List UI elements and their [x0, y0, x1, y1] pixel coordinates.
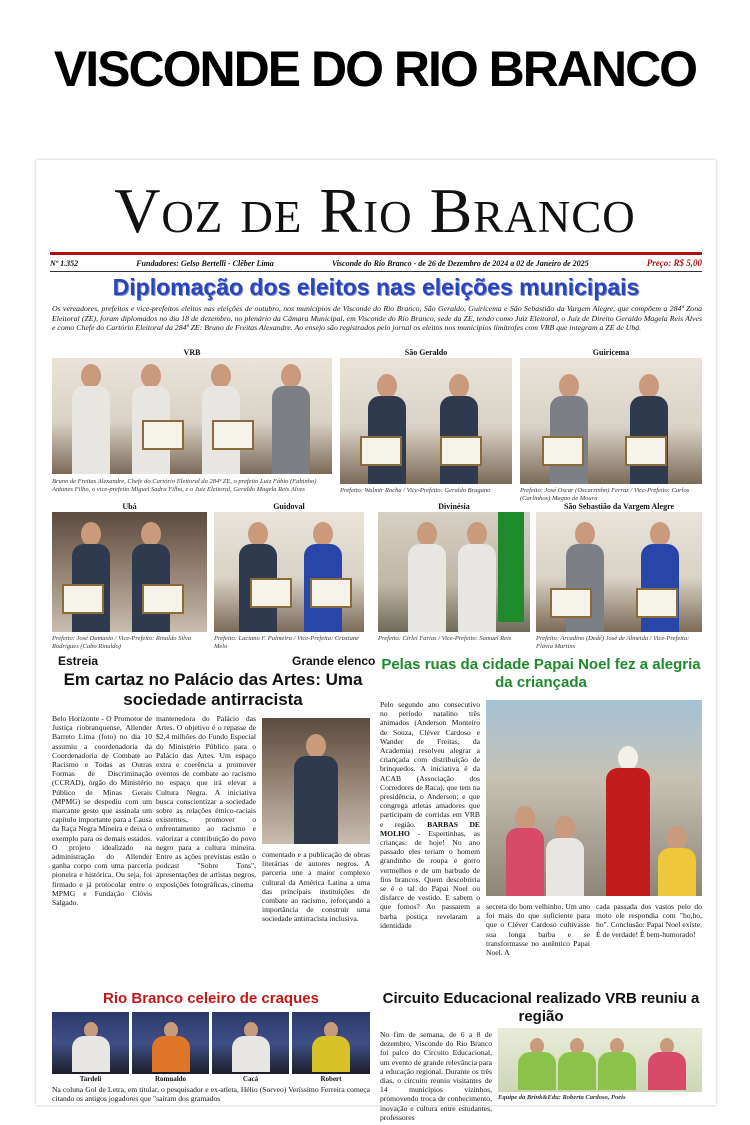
diploma-certificate: [62, 584, 104, 614]
caption-guidoval: Prefeito: Luciano F. Palmeira / Vice-Prefeita: Cristiane Melo: [214, 635, 359, 650]
masthead-rule: [50, 252, 702, 255]
papai-noel-text-1: Pelo segundo ano consecutivo no período natalino três animados (Anderson Monteiro de Souza, Cléver Cardoso e Wander de Freitas, da Academia) resolveu alegrar a criançada com distribuição de brinquedos. A iniciativa é da ACAB (Associação dos Corredores de Raca), que tem na presidência, o Anderson; e que congrega atletas amadores que participam de corridas em VRB e região.: [380, 700, 480, 829]
person-figure: [272, 364, 310, 474]
person-figure: [304, 522, 342, 632]
person-figure: [202, 364, 240, 474]
photo-ssva: [536, 512, 702, 632]
person-figure: [440, 374, 478, 484]
palacio-column-2: mantenedora do Palácio das Artes. O objetivo é o repasse de $2,4 milhões do Fundo Especial do Ministério Público para o Palácio das Artes. Um espaço extra e coerência a promover eventos de combate ao racismo no espaço que irá elevar a Cultura Negra. A iniciativa busca conscientizar a sociedade sobre as relações étnico-raciais existentes, promover o enfrentamento ao racismo e valorizar a contribuição do povo negro para a cultura mineira. Entre as ações previstas estão o podcast "Sobre Tons", apresentações de artistas negros, exposições fotográficas, cinema: [156, 714, 256, 889]
craques-text: Na coluna Gol de Letra, em titular, o pesquisador e ex-atleta, Hélio (Sorveo) Veríssimo Ferreira começa citando os antigos jogadores que "saíram dos gramados: [52, 1085, 370, 1104]
diploma-certificate: [142, 420, 184, 450]
diploma-certificate: [360, 436, 402, 466]
dateline: Visconde do Rio Branco - de 26 de Dezembro de 2024 a 02 de Janeiro de 2025: [331, 258, 589, 268]
person-figure: [294, 734, 338, 844]
circuito-headline: Circuito Educacional realizado VRB reuniu a região: [382, 990, 700, 1025]
child-figure: [506, 806, 544, 896]
photo-tardeli: [52, 1012, 129, 1074]
kicker-estreia: Estreia: [58, 654, 99, 668]
player-figure: [232, 1022, 270, 1074]
palacio-column-3: comentado e a publicação de obras literárias de autores negros. A parceria une a maior complexo cultural da América Latina a uma das principais instituições de combate ao racismo, reforçando a importância de construir uma sociedade antirracista inclusiva.: [262, 850, 370, 924]
palacio-headline: Em cartaz no Palácio das Artes: Uma sociedade antirracista: [63, 670, 363, 709]
santa-figure: [606, 746, 650, 896]
player-name: Romualdo: [154, 1075, 187, 1083]
player-name: Robert: [320, 1075, 342, 1083]
photo-uba: [52, 512, 207, 632]
diploma-certificate: [212, 420, 254, 450]
diploma-certificate: [625, 436, 667, 466]
player-figure: [72, 1022, 110, 1074]
circuito-text: No fim de semana, de 6 a 8 de dezembro, Visconde do Rio Branco foi palco do Circuito Educacional, um evento de grande relevância para a educação regional. Durante os três dias, o circuito reuniu visitantes de 14 municípios vizinhos, promovendo troca de conhecimento, inovação e cultura entre estudantes, professores: [380, 1030, 492, 1122]
flag: [498, 512, 524, 622]
person-figure: [648, 1038, 686, 1092]
edition-number: Nº 1.352: [50, 258, 79, 268]
papai-noel-headline: Pelas ruas da cidade Papai Noel fez a alegria da criançada: [381, 656, 701, 691]
photo-vrb: [52, 358, 332, 474]
kicker-grande-elenco: Grande elenco: [292, 654, 376, 668]
label-guidoval: Guidoval: [273, 502, 305, 511]
person-figure: [72, 522, 110, 632]
person-figure: [132, 522, 170, 632]
person-figure: [132, 364, 170, 474]
papai-noel-column-1: [380, 700, 480, 984]
page-banner-title: VISCONDE DO RIO BRANCO: [53, 41, 697, 97]
diploma-certificate: [636, 588, 678, 618]
photo-robert: [292, 1012, 370, 1074]
person-figure: [458, 522, 496, 632]
photo-divinesia: [378, 512, 530, 632]
caption-vrb: Bruno de Freitas Alexandre, Chefe do Cartório Eleitoral da 284ª ZE, o prefeito Luiz Fábio (Fabinho) Antunes Filho, o vice-prefeito Miguel Sadra Filho, e o Juiz Eleitoral, Geraldo Magela Reis Alves: [52, 478, 317, 493]
diploma-certificate: [250, 578, 292, 608]
child-figure: [546, 816, 584, 896]
player-name: Cacá: [242, 1075, 259, 1083]
label-sao-geraldo: São Geraldo: [404, 348, 448, 357]
photo-caca: [212, 1012, 289, 1074]
label-vrb: VRB: [183, 348, 201, 357]
diploma-certificate: [550, 588, 592, 618]
person-figure: [558, 1038, 596, 1092]
craques-headline: Rio Branco celeiro de craques: [103, 990, 319, 1007]
caption-uba: Prefeito: José Damasio / Vice-Prefeito: Rinaldo Silva Rodrigues (Cabo Rinaldo): [52, 635, 192, 650]
photo-guiricema: [520, 358, 702, 484]
photo-romualdo: [132, 1012, 209, 1074]
papai-noel-subhead: BARBAS DE MOLHO: [380, 819, 480, 838]
person-figure: [239, 522, 277, 632]
player-name: Tardeli: [79, 1075, 102, 1083]
photo-circuito: [498, 1028, 702, 1092]
papai-noel-column-2: secreta do bom velhinho. Um ano foi mais do que suficiente para que o Cléver Cardoso cultivasse sua longa barba e se transformasse no autêntico Papai Noel. A: [486, 902, 590, 958]
person-figure: [368, 374, 406, 484]
caption-ssva: Prefeito: Arcadino (Dedé) José de Almeida / Vice-Prefeita: Flávia Martins: [536, 635, 690, 650]
photo-papai-noel: [486, 700, 702, 896]
newspaper-masthead: Voz de Rio Branco: [114, 175, 636, 246]
diploma-certificate: [542, 436, 584, 466]
newspaper-page: [36, 160, 716, 1122]
label-divinesia: Divinésia: [438, 502, 470, 511]
person-figure: [598, 1038, 636, 1092]
caption-sao-geraldo: Prefeito: Walmir Rocha / Vice-Prefeito: Geraldo Brugano: [340, 487, 491, 494]
photo-allender: [262, 718, 370, 844]
person-figure: [550, 374, 588, 484]
label-ssva: São Sebastião da Vargem Alegre: [563, 502, 675, 511]
person-figure: [518, 1038, 556, 1092]
palacio-column-1: Belo Horizonte - O Promotor de Justiça riobranquense, Allender Barreto Lima (foto) no dia 10 assumiu a coordenadoria da Coordenadoria de Combate ao Racismo e Todas as Outras Formas de Discriminação (CCRAD), órgão do Ministério Público de Minas Gerais (MPMG) se despediu com um marcante gesto que assinala um capítulo importante para a Causa da Raça Negra Mineira e deixa o exemplo para os demais estados. O projeto idealizado na administração do Allender ganha corpo com uma parceria pioneira e histórica. Ou seja, foi firmado e já protocolar entre o MPMG e Fundação Clóvis Salgado.: [52, 714, 152, 908]
person-figure: [72, 364, 110, 474]
caption-divinesia: Prefeito: Cirlei Farias / Vice-Prefeito: Samuel Reis: [378, 635, 512, 642]
founders-line: Fundadores: Gelso Bertelli - Clêber Lima: [136, 258, 274, 268]
diploma-certificate: [142, 584, 184, 614]
caption-circuito: Equipe da Brink&Edu: Roberta Cardoso, Poeis: [498, 1094, 626, 1101]
label-uba: Ubá: [122, 502, 137, 511]
lead-paragraph: Os vereadores, prefeitos e vice-prefeitos eleitos nas eleições de outubro, nos municípios de Visconde do Rio Branco, São Geraldo, Guiricema e São Sebastião da Vargem Alegre, que compõem a 284ª Zona Eleitoral (ZE), foram diplomados no dia 18 de dezembro, no plenário da Câmara Municipal, em Visconde do Rio Branco, sede da ZE, tendo como Juiz Eleitoral, o Juiz de Direito Geraldo Magela Reis Alves e como Chefe do Cartório Eleitoral da 284ª ZE: Bruno de Freitas Alexandre. Ao ensejo são registrados pelo jornal os eleitos nos municípios limítrofes com VRB que integram a ZE de Ubá.: [52, 304, 702, 332]
label-guiricema: Guiricema: [592, 348, 630, 357]
player-figure: [312, 1022, 350, 1074]
child-figure: [658, 826, 696, 896]
caption-guiricema: Prefeito: José Oscar (Oscarzinho) Ferraz / Vice-Prefeito: Carlos (Carlinhos) Magno de Moura: [520, 487, 690, 502]
photo-guidoval: [214, 512, 364, 632]
person-figure: [408, 522, 446, 632]
diploma-certificate: [310, 578, 352, 608]
info-rule: [50, 271, 702, 272]
info-bar: [50, 256, 702, 270]
player-figure: [152, 1022, 190, 1074]
photo-sao-geraldo: [340, 358, 512, 484]
main-headline: Diplomação dos eleitos nas eleições municipais: [112, 274, 640, 300]
diploma-certificate: [440, 436, 482, 466]
person-figure: [630, 374, 668, 484]
papai-noel-column-3: cada passada dos vastos pelo do moto ele respondia com "ho,ho, ho". Conclusão: Papai Noel existe. É de verdade! É bem-humorado!: [596, 902, 702, 939]
papai-noel-text-2: - Espertinhas, as crianças: de hoje! No ano passado eles teriam o homem grandinho de roupa e gorro vermelhos e de um barbudo de fios brancos. Quem descobriria se é o tal do Papai Noel ou disfarce de vestido. E sabem o que fomos? Ao passarem a barba postiça revelaram a identidade: [380, 828, 480, 930]
price-label: Preço: R$ 5,00: [646, 258, 702, 268]
